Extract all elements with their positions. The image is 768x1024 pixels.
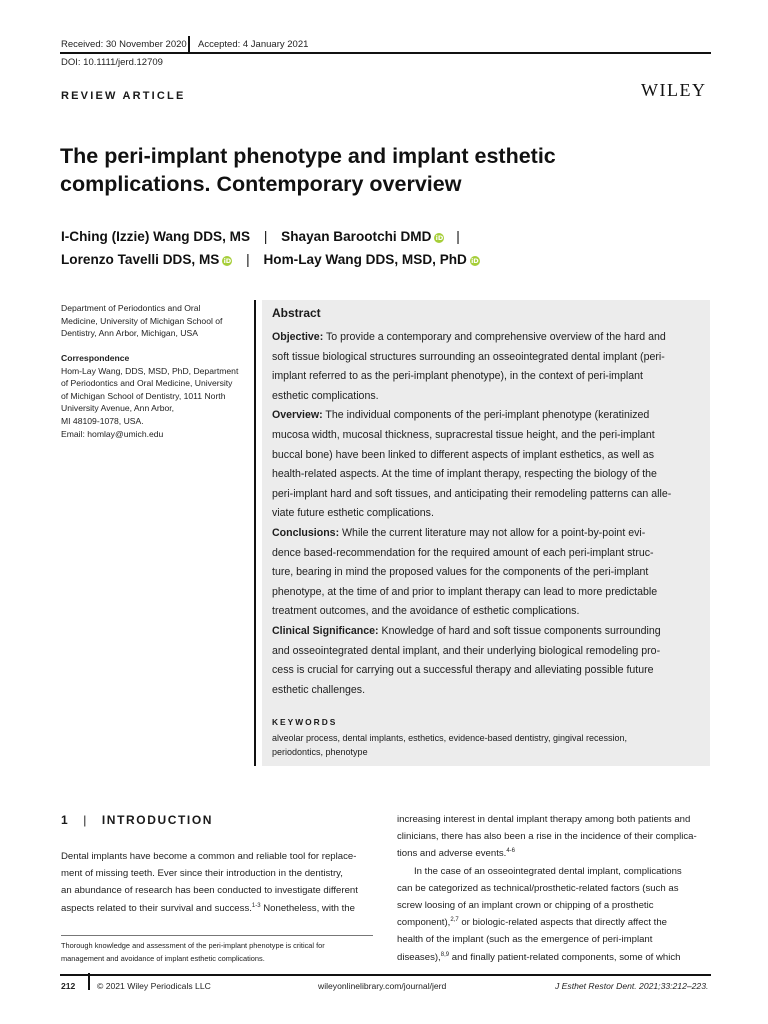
orcid-icon[interactable]: iD bbox=[223, 257, 232, 265]
correspondence-label: Correspondence bbox=[61, 353, 130, 363]
footer-rule bbox=[60, 974, 711, 976]
author-separator: | bbox=[246, 252, 250, 267]
wiley-logo: WILEY bbox=[641, 80, 707, 100]
author-name[interactable]: I-Ching (Izzie) Wang DDS, MS bbox=[61, 229, 251, 244]
authors-line-1 bbox=[61, 229, 468, 244]
objective-label: Objective: bbox=[272, 331, 324, 343]
abstract-line: dence based-recommendation for the required amount of each peri-implant struc- bbox=[272, 546, 654, 559]
citation[interactable]: 4-6 bbox=[506, 848, 516, 855]
footnote-line: Thorough knowledge and assessment of the peri-implant phenotype is critical for bbox=[61, 941, 325, 950]
title-line: complications. Contemporary overview bbox=[60, 172, 462, 196]
copyright: © 2021 Wiley Periodicals LLC bbox=[97, 981, 211, 991]
abstract-line: cess is crucial for carrying out a successful therapy and alleviating possible future bbox=[272, 664, 654, 677]
article-title bbox=[60, 142, 556, 198]
abstract-line: mucosa width, mucosal thickness, supracrestal tissue height, and the peri-implant bbox=[272, 428, 655, 441]
abstract-line: ture, bearing in mind the proposed values for the components of the peri-implant bbox=[272, 566, 649, 579]
body-line: Dental implants have become a common and reliable tool for replace- bbox=[61, 851, 357, 862]
affiliation-line: Medicine, University of Michigan School of bbox=[61, 315, 223, 326]
author-name[interactable]: Lorenzo Tavelli DDS, MS bbox=[61, 252, 220, 267]
received-date: Received: 30 November 2020 bbox=[61, 39, 187, 50]
abstract-line: phenotype, at the time of and prior to implant therapy can lead to more predictable bbox=[272, 585, 658, 598]
intro-right-column bbox=[397, 811, 710, 966]
abstract-line: peri-implant hard and soft tissues, and anticipating their remodeling patterns can alle- bbox=[272, 487, 672, 500]
body-line: diseases),$^{8,9}$ and finally patient-related components, some of which bbox=[397, 951, 681, 963]
body-line: health of the implant (such as the emergence of peri-implant bbox=[397, 934, 653, 946]
correspondence-line: MI 48109-1078, USA. bbox=[61, 415, 144, 426]
keywords-line: periodontics, phenotype bbox=[272, 747, 368, 757]
abstract-line: Overview: The individual components of the peri-implant phenotype (keratinized bbox=[272, 409, 650, 422]
affiliation bbox=[61, 302, 251, 340]
section-number: 1 bbox=[61, 813, 70, 827]
footer-divider bbox=[88, 973, 90, 990]
section-separator: | bbox=[83, 813, 88, 827]
abstract-divider bbox=[254, 300, 256, 766]
abstract-line: viate future esthetic complications. bbox=[272, 507, 434, 520]
abstract-line: soft tissue biological structures surrounding an osseointegrated dental implant (peri- bbox=[272, 350, 665, 363]
abstract-line: buccal bone) have been linked to different aspects of implant esthetics, as well as bbox=[272, 448, 654, 461]
correspondence-line: of Michigan School of Dentistry, 1011 North bbox=[61, 390, 226, 401]
journal-url[interactable]: wileyonlinelibrary.com/journal/jerd bbox=[318, 981, 447, 991]
overview-label: Overview: bbox=[272, 409, 323, 422]
body-line: increasing interest in dental implant therapy among both patients and bbox=[397, 814, 691, 825]
body-line: ment of missing teeth. Ever since their introduction in the dentistry, bbox=[61, 868, 343, 880]
author-name[interactable]: Shayan Barootchi DMD bbox=[281, 229, 432, 244]
body-line: component),$^{2,7}$ or biologic-related aspects that directly affect the bbox=[397, 917, 668, 929]
body-line: screw loosing of an implant crown or chipping of a prosthetic bbox=[397, 900, 654, 912]
clinical-label: Clinical Significance: bbox=[272, 624, 379, 637]
abstract-line: and osseointegrated dental implant, and their underlying biological remodeling pro- bbox=[272, 644, 661, 657]
citation[interactable]: 1-3 bbox=[251, 902, 261, 909]
affiliation-line: Dentistry, Ann Arbor, Michigan, USA bbox=[61, 328, 198, 339]
section-heading-introduction bbox=[61, 813, 213, 827]
keywords-line: alveolar process, dental implants, esthetics, evidence-based dentistry, gingival recession, bbox=[272, 733, 628, 743]
abstract-line: implant referred to as the peri-implant phenotype), in the context of peri-implant bbox=[272, 370, 643, 383]
body-line: aspects related to their survival and success.$^{1-3}$ Nonetheless, with the bbox=[61, 902, 355, 914]
doi[interactable]: DOI: 10.1111/jerd.12709 bbox=[61, 57, 163, 68]
abstract-line: Clinical Significance: Knowledge of hard and soft tissue components surrounding bbox=[272, 624, 661, 637]
abstract-line: health-related aspects. At the time of implant therapy, respecting the biology of the bbox=[272, 468, 657, 481]
keywords bbox=[272, 731, 702, 759]
body-line: an abundance of research has been conducted to investigate different bbox=[61, 885, 358, 897]
correspondence-line: University Avenue, Ann Arbor, bbox=[61, 403, 175, 414]
abstract-line: Objective: To provide a contemporary and comprehensive overview of the hard and bbox=[272, 331, 666, 343]
citation[interactable]: 2,7 bbox=[450, 917, 459, 924]
article-type: REVIEW ARTICLE bbox=[61, 90, 186, 102]
footnote bbox=[61, 940, 373, 965]
abstract-heading: Abstract bbox=[272, 306, 321, 320]
authors-line-2 bbox=[61, 252, 480, 267]
orcid-icon[interactable]: iD bbox=[471, 257, 479, 265]
body-line: tions and adverse events.$^{4-6}$ bbox=[397, 848, 516, 860]
orcid-icon[interactable]: iD bbox=[435, 234, 444, 242]
abstract-line: esthetic complications. bbox=[272, 389, 379, 402]
author-separator: | bbox=[263, 229, 268, 244]
section-title: INTRODUCTION bbox=[101, 813, 214, 827]
abstract-line: esthetic challenges. bbox=[272, 683, 366, 696]
footnote-line: management and avoidance of implant esthetic complications. bbox=[61, 953, 265, 963]
correspondence-email[interactable]: Email: homlay@umich.edu bbox=[61, 428, 164, 439]
citation-info: J Esthet Restor Dent. 2021;33:212–223. bbox=[555, 981, 709, 991]
body-line: clinicians, there has also been a rise in the incidence of their complica- bbox=[397, 831, 697, 843]
keywords-heading: KEYWORDS bbox=[272, 717, 338, 727]
intro-left-column bbox=[61, 848, 373, 917]
conclusions-label: Conclusions: bbox=[272, 526, 340, 539]
body-line: In the case of an osseointegrated dental implant, complications bbox=[414, 865, 682, 877]
correspondence-line: Hom-Lay Wang, DDS, MSD, PhD, Department bbox=[61, 365, 239, 376]
header-rule bbox=[60, 52, 711, 54]
citation[interactable]: 8,9 bbox=[440, 951, 450, 958]
footnote-rule bbox=[61, 935, 373, 936]
abstract-body bbox=[272, 328, 701, 700]
correspondence-line: of Periodontics and Oral Medicine, University bbox=[61, 378, 233, 389]
author-name[interactable]: Hom-Lay Wang DDS, MSD, PhD bbox=[263, 252, 467, 267]
accepted-date: Accepted: 4 January 2021 bbox=[198, 39, 309, 50]
body-line: can be categorized as technical/prosthetic-related factors (such as bbox=[397, 882, 679, 894]
abstract-line: Conclusions: While the current literature may not allow for a point-by-point evi- bbox=[272, 526, 646, 539]
page-number: 212 bbox=[61, 981, 76, 991]
correspondence bbox=[61, 352, 251, 440]
affiliation-line: Department of Periodontics and Oral bbox=[61, 303, 201, 313]
title-line: The peri-implant phenotype and implant esthetic bbox=[60, 144, 556, 168]
author-separator: | bbox=[456, 229, 460, 244]
header-divider bbox=[188, 36, 190, 53]
abstract-line: treatment outcomes, and the avoidance of esthetic complications. bbox=[272, 605, 580, 618]
